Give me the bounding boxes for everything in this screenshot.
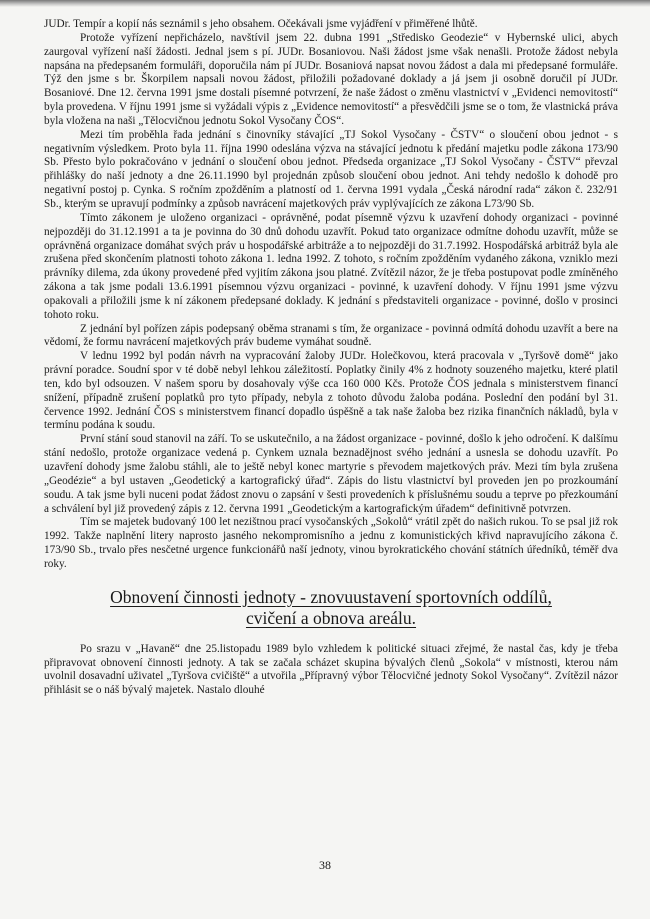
- paragraph-3: Mezi tím proběhla řada jednání s činovníky stávající „TJ Sokol Vysočany - ČSTV“ o sloučení obou jednot - s negativním výsledkem. Proto byla 11. října 1990 odeslána výzva na stávající jednotu k předání majetku podle zákona 173/90 Sb. Přesto bylo pokračováno v jednání o sloučení obou jednot. Předseda organizace „TJ Sokol Vysočany - ČSTV“ převzal přihlášky do naší jednoty a dne 26.11.1990 byl projednán způsob sloučení obou jednot. Ani tehdy nedošlo k dohodě pro negativní postoj p. Cynka. S ročním zpožděním a platností od 1. června 1991 vydala „Česká národní rada“ zákon č. 232/91 Sb., kterým se upravují podmínky a způsob navrácení majetkových práv vyplývajících ze zákona L73/90 Sb.: [44, 128, 618, 210]
- paragraph-7: První stání soud stanovil na září. To se uskutečnilo, a na žádost organizace - povinné, došlo k jeho odročení. K dalšímu stání nedošlo, protože organizace vedená p. Cynkem uznala beznadějnost svého jednání a usnesla se dohodu uzavřít. Po uzavření dohody jsme žalobu stáhli, ale to ještě nebyl konec martyrie s převodem majetkových práv. Mezi tím byla zrušena „Geodézie“ a byl ustaven „Geodetický a kartografický úřad“. Zápis do listu vlastnictví byl proveden jen po prozkoumání soudu. A tak jsme byli nuceni podat žádost znovu o zapsání v šesti provedeních k příslušnému soudu a teprve po přezkoumání a schválení byl již provedený zápis z 12. června 1991 „Geodetickým a kartografickým úřadem“ definitivně potvrzen.: [44, 433, 618, 515]
- paragraph-5: Z jednání byl pořízen zápis podepsaný oběma stranami s tím, že organizace - povinná odmítá dohodu uzavřít a bere na vědomí, že formu navrácení majetkových práv budeme vymáhat soudně.: [44, 322, 618, 349]
- section-heading: [44, 587, 618, 629]
- paragraph-6: V lednu 1992 byl podán návrh na vypracování žaloby JUDr. Holečkovou, která pracovala v „Tyršově domě“ jako právní poradce. Soudní spor v té době nebyl lehkou záležitostí. Poplatky činily 4% z hodnoty souzeného majetku, které platil ten, kdo byl odsouzen. V našem sporu by dosahovaly výše cca 160 000 Kčs. Protože ČOS jednala s ministerstvem financí snížení, případně zrušení poplatků pro tyto případy, nebyla z tohoto důvodu žaloba podána. Poslední den podání byl 31. července 1992. Jednání ČOS s ministerstvem financí dopadlo úspěšně a tak naše žaloba bez rizika finančních nákladů, byla v termínu podána k soudu.: [44, 350, 618, 432]
- page-number: 38: [319, 858, 331, 872]
- paragraph-2: Protože vyřízení nepřicházelo, navštívil jsem 22. dubna 1991 „Středisko Geodezie“ v Hybernské ulici, abych zaurgoval vyřízení naší žádosti. Jednal jsem s pí. JUDr. Bosaniovou. Naši žádost jsme však nenašli. Protože žádost nebyla napsána na předepsaném formuláři, doporučila nám pí JUDr. Bosaniová napsat novou žádost a dala mi předepsané formuláře. Týž den jsme s br. Škorpilem napsali novou žádost, přiložili požadované doklady a já jsem ji osobně doručil pí JUDr. Bosaniové. Dne 12. června 1991 jsme dostali písemné potvrzení, že naše žádost o změnu vlastnictví v „Evidenci nemovitostí“ byla provedena. V říjnu 1991 jsme si vyžádali výpis z „Evidence nemovitostí“ a přesvědčili jsme se o tom, že vlastnická práva byla vložena na naši „Tělocvičnou jednotu Sokol Vysočany ČOS“.: [44, 31, 618, 127]
- document-body: [44, 18, 618, 698]
- section-heading-line-1: Obnovení činnosti jednoty - znovuustavení sportovních oddílů,: [110, 586, 552, 607]
- paragraph-1: JUDr. Tempír a kopií nás seznámil s jeho obsahem. Očekávali jsme vyjádření v přiměřené lhůtě.: [44, 18, 478, 30]
- scan-top-edge: [0, 0, 650, 7]
- paragraph-8: Tím se majetek budovaný 100 let nezištnou prací vysočanských „Sokolů“ vrátil zpět do našich rukou. To se psal již rok 1992. Takže naplnění litery naprosto jasného nekompromisního a jednu z komunistických křivd napravujícího zákona č. 173/90 Sb., trvalo přes nesčetné urgence funkcionářů naší jednoty, vinou byrokratického chování státních úředníků, téměř dva roky.: [44, 516, 618, 570]
- final-paragraph: Po srazu v „Havaně“ dne 25.listopadu 1989 bylo vzhledem k politické situaci zřejmé, že nastal čas, kdy je třeba připravovat obnovení činnosti jednoty. A tak se začala scházet skupina bývalých členů „Sokola“ v místnosti, kterou nám uvolnil dosavadní uživatel „Tyršova cvičiště“ a utvořila „Přípravný výbor Tělocvičné jednoty Sokol Vysočany“. Zvítězil názor přihlásit se o náš bývalý majetek. Nastalo dlouhé: [44, 642, 618, 697]
- section-heading-line-2: cvičení a obnova areálu.: [245, 607, 417, 628]
- paragraph-4: Tímto zákonem je uloženo organizaci - oprávněné, podat písemně výzvu k uzavření dohody organizaci - povinné nejpozději do 31.12.1991 a ta je povinna do 30 dnů dohodu uzavřít. Pokud tato organizace odmítne dohodu uzavřít, může se oprávněná organizace domáhat svých práv u hospodářské arbitráže a to nejpozději do 31.7.1992. Hospodářská arbitráž byla ale zrušena před skončením platnosti tohoto zákona 1. ledna 1992. Z tohoto, s ročním zpožděním vydaného zákona, vzniklo mezi právníky dilema, zda úkony provedené před vyjitím zákona jsou platné. Zvítězil názor, že je třeba postupovat podle zmíněného zákona a tak jsme podali 13.6.1991 písemnou výzvu organizaci - povinné, k uzavření dohody. V říjnu 1991 jsme výzvu opakovali a přiložili jsme k ní zákonem předepsané doklady. K jednání s představiteli organizace - povinné, došlo v prosinci tohoto roku.: [44, 211, 618, 321]
